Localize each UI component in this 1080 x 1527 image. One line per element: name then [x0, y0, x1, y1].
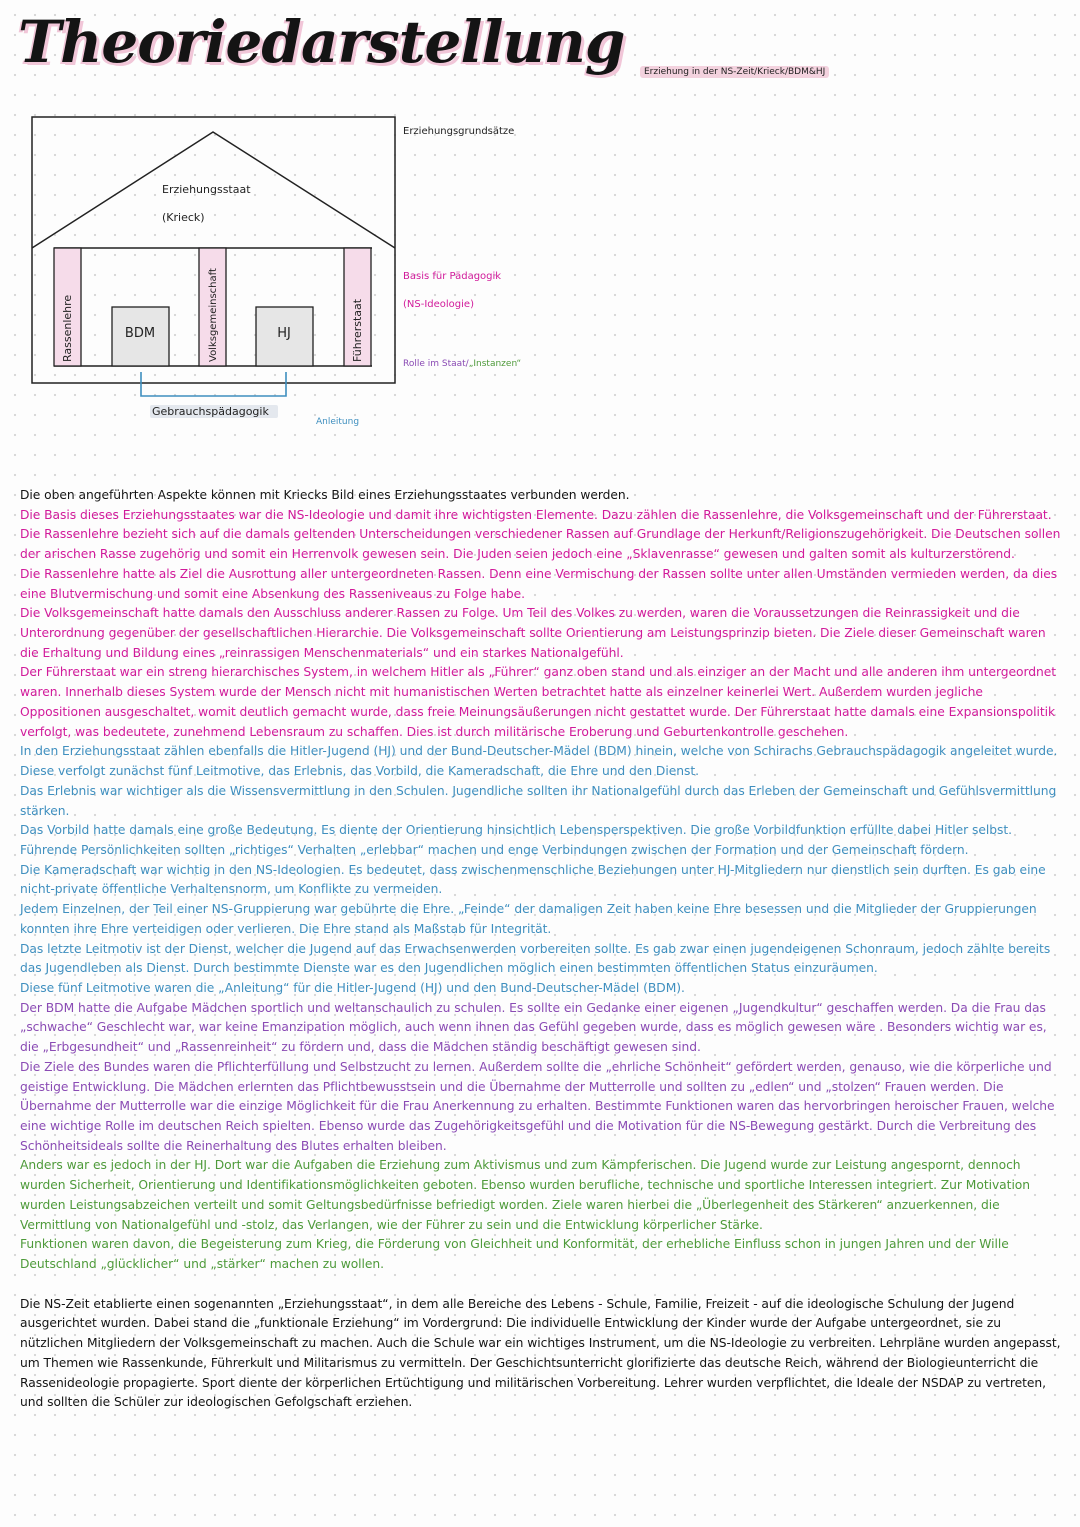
legend-ideologie: (NS-Ideologie) [403, 299, 474, 310]
paragraph-vorbild: Das Vorbild hatte damals eine große Bedeutung. Es diente der Orientierung hinsichtlich Lebensperspektiven. Die große Vorbildfunktion erfüllte dabei Hitler selbst. Führende Persönlichkeiten sollten „richtiges“ Verhalten „erlebbar“ machen und enge Verbindungen zwischen der Formation und der Gemeinschaft fördern. [20, 823, 1013, 857]
roof-title: Erziehungsstaat [162, 183, 251, 196]
box-label-bdm: BDM [124, 326, 156, 341]
paragraph-intro: Die oben angeführten Aspekte können mit Kriecks Bild eines Erziehungsstaates verbunden werden. [20, 488, 630, 502]
paragraph-volksgemeinschaft: Die Volksgemeinschaft hatte damals den Ausschluss anderer Rassen zu Folge. Um Teil des Volkes zu werden, waren die Voraussetzungen die Reinrassigkeit und die Unterordnung gegenüber der gesellschaftlichen Hierarchie. Die Volksgemeinschaft sollte Orientierung am Leistungsprinzip bieten. Die Ziele dieser Gemeinschaft waren die Erhaltung und Bildung eines „reinrassigen Menschenmaterials“ und ein starkes Nationalgefühl. [20, 606, 1046, 660]
paragraph-dienst: Das letzte Leitmotiv ist der Dienst, welcher die Jugend auf das Erwachsenwerden vorbereiten sollte. Es gab zwar einen jugendeigenen Schonraum, jedoch zählte bereits das Jugendleben als Dienst. Durch bestimmte Dienste war es den Jugendlichen möglich einen bestimmten öffentlichen Status einzuräumen. [20, 941, 1051, 976]
pillar-label-fuehrerstaat: Führerstaat [351, 298, 364, 362]
pillar-label-rassenlehre: Rassenlehre [61, 294, 74, 362]
paragraph-bdm: Der BDM hatte die Aufgabe Mädchen sportlich und weltanschaulich zu schulen. Es sollte ein Gedanke einer eigenen „Jugendkultur“ geschaffen werden. Da die Frau das „schwache“ Geschlecht war, war keine Emanzipation möglich, auch wenn ihnen das Gefühl gegeben wurde, dass es möglich gewesen wäre . Besonders wichtig war es, die „Erbgesundheit“ und „Rassenreinheit“ zu fördern und, dass die Mädchen ständig beschäftigt gewesen sind. [20, 1000, 1047, 1055]
paragraph-kameradschaft: Die Kameradschaft war wichtig in den NS-Ideologien. Es bedeutet, dass zwischenmenschliche Beziehungen unter HJ-Mitgliedern nur dienstlich sein durften. Es gab eine nicht-private öffentliche Verhaltensnorm, um Konflikte zu vermeiden. [20, 862, 1046, 897]
legend-basis: Basis für Pädagogik [403, 271, 502, 282]
box-label-hj: HJ [277, 326, 291, 341]
paragraph-rassenlehre-ziel: Die Rassenlehre hatte als Ziel die Ausrottung aller untergeordneten Rassen. Denn eine Vermischung der Rassen sollte unter allen Umständen vermieden werden, da dies eine Blutvermischung und somit eine Absenkung des Rasseniveaus zu Folge habe. [20, 566, 1058, 601]
paragraph-summary: Die NS-Zeit etablierte einen sogenannten „Erziehungsstaat“, in dem alle Bereiche des Lebens - Schule, Familie, Freizeit - auf die ideologische Schulung der Jugend ausgerichtet wurden. Dabei stand die „funktionale Erziehung“ im Vordergrund: Die individuelle Entwicklung der Kinder wurde der Aufgabe untergeordnet, sie zu nützlichen Mitgliedern der Volksgemeinschaft zu machen. Auch die Schule war ein wichtiges Instrument, um die NS-Ideologie zu verbreiten. Lehrpläne wurden angepasst, um Themen wie Rassenkunde, Führerkult und Militarismus zu vermitteln. Der Geschichtsunterricht glorifizierte das deutsche Reich, während der Biologieunterricht die Rassenideologie propagierte. Sport diente der körperlichen Ertüchtigung und militärischen Vorbereitung. Lehrer wurden verpflichtet, die Ideale der NSDAP zu vertreten, und sollten die Schüler zur ideologischen Gefolgschaft erziehen. [20, 1296, 1061, 1410]
bracket-note: Anleitung [316, 417, 360, 427]
page-subtitle: Erziehung in der NS-Zeit/Krieck/BDM&HJ [640, 66, 829, 78]
paragraph-hj-funktionen: Funktionen waren davon, die Begeisterung zum Krieg, die Förderung von Gleichheit und Konformität, der erhebliche Einfluss schon in jungen Jahren und der Wille Deutschland „glücklicher“ und „stärker“ machen zu wollen. [20, 1237, 1009, 1272]
education-state-diagram [0, 0, 1080, 440]
text-body [20, 486, 1065, 1413]
legend-grundsaetze: Erziehungsgrundsätze [403, 126, 515, 137]
bracket-label: Gebrauchspädagogik [152, 405, 269, 418]
bracket [141, 372, 286, 396]
legend-rolle [403, 359, 521, 369]
roof-subtitle: (Krieck) [162, 211, 205, 224]
paragraph-hj: Anders war es jedoch in der HJ. Dort war die Aufgaben die Erziehung zum Aktivismus und zum Kämpferischen. Die Jugend wurde zur Leistung angespornt, dennoch wurden Sicherheit, Orientierung und Identifikationsmöglichkeiten geboten. Ebenso wurden berufliche, technische und sportliche Interessen integriert. Zur Motivation wurden Leistungsabzeichen verteilt und somit Geltungsbedürfnisse befriedigt worden. Ziele waren hierbei die „Überlegenheit des Stärkeren“ anzuerkennen, die Vermittlung von Nationalgefühl und -stolz, das Verlangen, wie der Führer zu sein und die Entwicklung körperlicher Stärke. [20, 1158, 1031, 1232]
paragraph-gap [20, 1275, 1065, 1295]
paragraph-anleitung: Diese fünf Leitmotive waren die „Anleitung“ für die Hitler-Jugend (HJ) und den Bund-Deutscher-Mädel (BDM). [20, 980, 685, 995]
legend-rolle-text: Rolle im Staat/ [403, 359, 469, 369]
pillar-label-volksgemeinschaft: Volksgemeinschaft [208, 268, 219, 362]
page-title: Theoriedarstellung [18, 8, 625, 76]
paragraph-ehre: Jedem Einzelnen, der Teil einer NS-Gruppierung war gebührte die Ehre. „Feinde“ der damaligen Zeit haben keine Ehre besessen und die Mitglieder der Gruppierungen konnten ihre Ehre verteidigen oder verlieren. Die Ehre stand als Maßstab für Integrität. [20, 902, 1037, 936]
legend-instanzen: „Instanzen“ [468, 359, 522, 369]
paragraph-fuehrerstaat: Der Führerstaat war ein streng hierarchisches System, in welchem Hitler als „Führer“ ganz oben stand und als einziger an der Macht und alle anderen ihm untergeordnet waren. Innerhalb dieses System wurde der Mensch nicht mit humanistischen Werten betrachtet hatte als einzelner keinerlei Wert. Außerdem wurden jegliche Oppositionen ausgeschaltet, womit deutlich gemacht wurde, dass freie Meinungsäußerungen nicht gestattet wurde. Der Führerstaat hatte damals eine Expansionspolitik verfolgt, was bedeutete, zunehmend Lebensraum zu schaffen. Dies ist durch militärische Eroberung und Geburtenkontrolle geschehen. [20, 665, 1057, 739]
paragraph-rassenlehre: Die Rassenlehre bezieht sich auf die damals geltenden Unterscheidungen verschiedener Rassen auf Grundlage der Herkunft/Religionszugehörigkeit. Die Deutschen sollen der arischen Rasse zugehörig und somit ein Herrenvolk gewesen sein. Die Juden seien jedoch eine „Sklavenrasse“ gewesen und galten somit als kulturzerstörend. [20, 527, 1061, 562]
paragraph-bdm-ziele: Die Ziele des Bundes waren die Pflichterfüllung und Selbstzucht zu lernen. Außerdem sollte die „ehrliche Schönheit“ gefördert werden, genauso, wie die körperliche und geistige Entwicklung. Die Mädchen erlernten das Pflichtbewusstsein und die Übernahme der Mutterrolle und sollten zu „edlen“ und „stolzen“ Frauen werden. Die Übernahme der Mutterrolle war die einzige Möglichkeit für die Frau Anerkennung zu erhalten. Bestimmte Funktionen waren das hervorbringen heroischer Frauen, welche eine wichtige Rolle im deutschen Reich spielten. Ebenso wurde das Zugehörigkeitsgefühl und die Motivation für die NS-Bewegung gestärkt. Durch die Verbreitung des Schönheitsideals sollte die Reinerhaltung des Blutes erhalten bleiben. [20, 1059, 1055, 1153]
paragraph-basis: Die Basis dieses Erziehungsstaates war die NS-Ideologie und damit ihre wichtigsten Elemente. Dazu zählen die Rassenlehre, die Volksgemeinschaft und der Führerstaat. [20, 507, 1052, 522]
paragraph-gebrauchspaedagogik: In den Erziehungsstaat zählen ebenfalls die Hitler-Jugend (HJ) und der Bund-Deutscher-Mädel (BDM) hinein, welche von Schirachs Gebrauchspädagogik angeleitet wurde. Diese verfolgt zunächst fünf Leitmotive, das Erlebnis, das Vorbild, die Kameradschaft, die Ehre und den Dienst. [20, 744, 1058, 779]
paragraph-erlebnis: Das Erlebnis war wichtiger als die Wissensvermittlung in den Schulen. Jugendliche sollten ihr Nationalgefühl durch das Erleben der Gemeinschaft und Gefühlsvermittlung stärken. [20, 783, 1057, 818]
